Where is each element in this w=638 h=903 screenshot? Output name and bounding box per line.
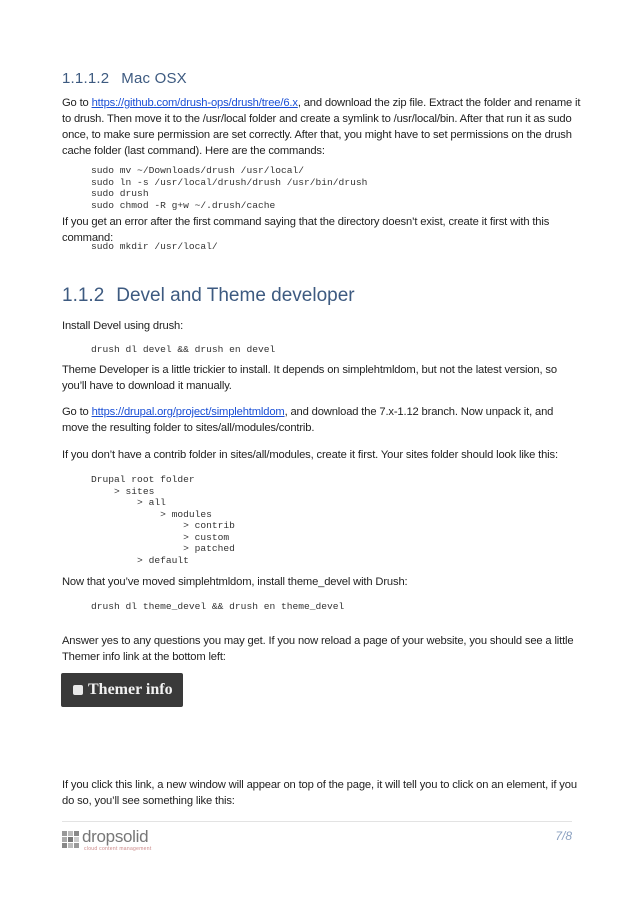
- code-line: > modules: [91, 508, 212, 520]
- paragraph-simplehtmldom: [62, 404, 582, 436]
- code-block-folder-tree: [91, 474, 235, 566]
- code-block-mkdir: [91, 241, 218, 253]
- code-line: Drupal root folder: [91, 474, 195, 485]
- themer-info-screenshot: [61, 673, 183, 707]
- dropsolid-logo: [62, 828, 162, 856]
- code-line: drush dl theme_devel && drush en theme_devel: [91, 601, 345, 612]
- paragraph-install-theme-devel: Now that you’ve moved simplehtmldom, install theme_devel with Drush:: [62, 576, 408, 588]
- paragraph-answer-yes: Answer yes to any questions you may get. If you now reload a page of your website, you should see a little Themer info link at the bottom left:: [62, 635, 574, 663]
- paragraph-error-note: If you get an error after the first command saying that the directory doesn’t exist, create it first with this command:: [62, 216, 550, 244]
- code-line: > contrib: [91, 520, 235, 531]
- section-title: Mac OSX: [121, 70, 187, 87]
- code-line: sudo mkdir /usr/local/: [91, 241, 218, 252]
- paragraph-contrib-folder: If you don’t have a contrib folder in sites/all/modules, create it first. Your sites folder should look like this:: [62, 449, 558, 461]
- code-line: > patched: [91, 543, 235, 554]
- paragraph-theme-developer: Theme Developer is a little trickier to install. It depends on simplehtmldom, but not the latest version, so you’ll have to download it manually.: [62, 364, 557, 392]
- paragraph-download-drush: [62, 95, 582, 159]
- code-line: > all: [91, 497, 166, 508]
- code-block-install-commands: [91, 165, 367, 211]
- checkbox-icon: [73, 685, 83, 695]
- section-heading-mac-osx: [62, 70, 187, 87]
- themer-info-label: Themer info: [88, 681, 173, 698]
- section-heading-devel: [62, 285, 355, 307]
- section-title: Devel and Theme developer: [116, 285, 355, 306]
- paragraph-install-devel: Install Devel using drush:: [62, 320, 184, 332]
- footer-divider: [62, 821, 572, 822]
- code-line: sudo chmod -R g+w ~/.drush/cache: [91, 199, 276, 211]
- paragraph-text: Go to: [62, 97, 92, 109]
- dropsolid-logo-mark-icon: [62, 831, 80, 849]
- simplehtmldom-link[interactable]: https://drupal.org/project/simplehtmldom: [91, 406, 285, 418]
- code-block-theme-devel: [91, 601, 344, 613]
- code-line: > sites: [91, 485, 155, 497]
- logo-tagline: cloud content management: [84, 846, 152, 852]
- code-line: sudo drush: [91, 188, 149, 199]
- logo-wordmark: dropsolid: [82, 827, 149, 846]
- code-line: > default: [91, 554, 189, 566]
- section-number: 1.1.2: [62, 285, 105, 306]
- code-line: > custom: [91, 531, 230, 543]
- code-line: drush dl devel && drush en devel: [91, 344, 276, 355]
- code-block-devel: [91, 344, 275, 356]
- code-line: sudo ln -s /usr/local/drush/drush /usr/bin/drush: [91, 176, 368, 188]
- paragraph-text: , and download the 7.x-1.12 branch. Now unpack it, and move the resulting folder to sites/all/modules/contrib.: [62, 406, 554, 434]
- github-drush-link[interactable]: https://github.com/drush-ops/drush/tree/6.x: [91, 97, 298, 109]
- paragraph-text: , and download the zip file. Extract the folder and rename it to drush. Then move it to the /usr/local folder and create a symlink to /usr/local/bin. After that run it as sudo once, to make sure permission are set correctly. After that, you might have to set permissions on the drush cache folder (last command). Here are the commands:: [62, 97, 581, 157]
- code-line: sudo mv ~/Downloads/drush /usr/local/: [91, 165, 305, 176]
- paragraph-click-link: If you click this link, a new window will appear on top of the page, it will tell you to click on an element, if you do so, you’ll see something like this:: [62, 779, 577, 807]
- paragraph-text: Go to: [62, 406, 92, 418]
- page-number: 7/8: [555, 829, 572, 843]
- section-number: 1.1.1.2: [62, 70, 110, 87]
